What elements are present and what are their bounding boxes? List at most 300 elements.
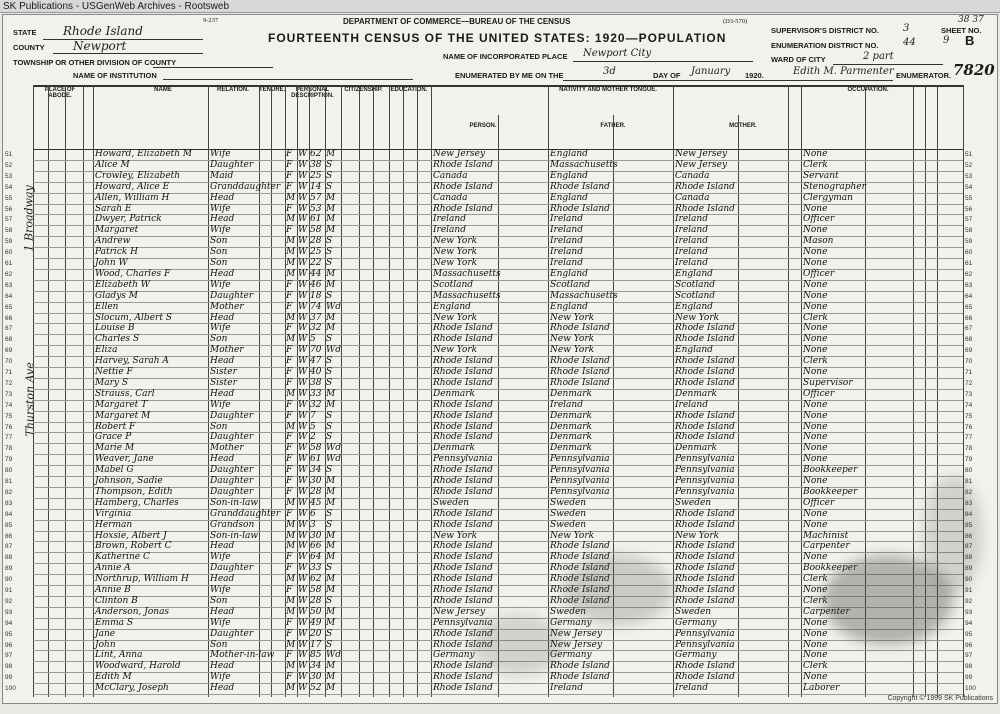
occupation: None bbox=[803, 454, 828, 465]
marital-status: M bbox=[326, 683, 336, 694]
mother-birthplace: Rhode Island bbox=[675, 661, 735, 672]
age: 66 bbox=[310, 541, 322, 552]
line-number-right: 77 bbox=[965, 434, 973, 442]
birthplace: Rhode Island bbox=[433, 432, 493, 443]
mother-birthplace: New York bbox=[675, 530, 720, 541]
name-heading: NAME bbox=[154, 87, 172, 93]
relation-heading: RELATION. bbox=[217, 87, 249, 93]
line-number: 97 bbox=[5, 652, 13, 660]
age: 85 bbox=[310, 650, 322, 661]
person-name: Jane bbox=[95, 628, 116, 639]
person-name: Lint, Anna bbox=[95, 650, 143, 661]
father-birthplace: Rhode Island bbox=[550, 181, 610, 192]
father-birthplace: Sweden bbox=[550, 519, 587, 530]
person-name: Ellen bbox=[95, 301, 119, 312]
line-number: 83 bbox=[5, 499, 13, 507]
mother-birthplace: Sweden bbox=[675, 606, 712, 617]
line-number: 84 bbox=[5, 510, 13, 518]
birthplace: Ireland bbox=[433, 225, 466, 236]
person-name: Anderson, Jonas bbox=[95, 606, 170, 617]
age: 25 bbox=[310, 247, 322, 258]
abode-heading: PLACE OF ABODE. bbox=[44, 87, 76, 99]
person-name: Johnson, Sadie bbox=[95, 476, 163, 486]
relation: Son bbox=[210, 247, 228, 258]
line-number-right: 89 bbox=[965, 565, 973, 573]
line-number-right: 69 bbox=[965, 347, 973, 355]
age: 30 bbox=[310, 672, 322, 683]
mother-birthplace: Pennsylvania bbox=[675, 476, 735, 486]
relation: Daughter bbox=[210, 476, 254, 486]
race: W bbox=[298, 268, 308, 279]
line-number-right: 63 bbox=[965, 281, 973, 289]
race: W bbox=[298, 247, 308, 258]
line-number-right: 98 bbox=[965, 663, 973, 671]
mother-birthplace: England bbox=[675, 301, 713, 312]
race: W bbox=[298, 334, 308, 345]
race: W bbox=[298, 225, 308, 236]
father-birthplace: Denmark bbox=[550, 421, 592, 432]
race: W bbox=[298, 443, 308, 454]
person-name: Hoxsie, Albert J bbox=[95, 530, 167, 541]
mother-birthplace: New Jersey bbox=[675, 159, 728, 170]
enumeration-district-value: 44 bbox=[903, 37, 916, 48]
sex: F bbox=[286, 159, 293, 170]
line-number: 87 bbox=[5, 543, 13, 551]
sex: F bbox=[286, 181, 293, 192]
person-name: Weaver, Jane bbox=[95, 454, 154, 465]
occupation: None bbox=[803, 672, 828, 683]
sex: M bbox=[286, 683, 296, 694]
birthplace: Rhode Island bbox=[433, 519, 493, 530]
birthplace: Rhode Island bbox=[433, 672, 493, 683]
race: W bbox=[298, 192, 308, 203]
birthplace: Rhode Island bbox=[433, 585, 493, 595]
person-name: Virginia bbox=[95, 508, 132, 519]
sex: M bbox=[286, 530, 296, 541]
relation: Granddaughter bbox=[210, 508, 281, 519]
mother-birthplace: Pennsylvania bbox=[675, 465, 735, 476]
age: 3 bbox=[310, 519, 316, 530]
line-number-right: 92 bbox=[965, 597, 973, 605]
line-number-right: 53 bbox=[965, 172, 973, 180]
sex: F bbox=[286, 672, 293, 683]
race: W bbox=[298, 639, 308, 650]
occupation: Laborer bbox=[803, 683, 840, 694]
birthplace: Ireland bbox=[433, 214, 466, 225]
age: 40 bbox=[310, 367, 322, 377]
father-birthplace: Pennsylvania bbox=[550, 486, 610, 497]
race: W bbox=[298, 574, 308, 585]
race: W bbox=[298, 181, 308, 192]
mother-birthplace: Rhode Island bbox=[675, 508, 735, 519]
marital-status: Wd bbox=[326, 443, 342, 454]
relation: Head bbox=[210, 606, 235, 617]
birthplace: Sweden bbox=[433, 497, 470, 508]
sex: F bbox=[286, 399, 293, 410]
line-number-right: 57 bbox=[965, 216, 973, 224]
mother-birthplace: Rhode Island bbox=[675, 203, 735, 214]
person-name: Gladys M bbox=[95, 290, 138, 301]
street-name-thurston: Thurston Ave bbox=[23, 362, 37, 437]
relation: Head bbox=[210, 541, 235, 552]
sex: F bbox=[286, 410, 293, 421]
sex: M bbox=[286, 541, 296, 552]
father-birthplace: New York bbox=[550, 345, 595, 356]
birthplace: Rhode Island bbox=[433, 541, 493, 552]
birthplace: Massachusetts bbox=[433, 268, 501, 279]
age: 28 bbox=[310, 486, 322, 497]
person-name: Andrew bbox=[95, 236, 131, 247]
line-number-right: 74 bbox=[965, 401, 973, 409]
relation: Head bbox=[210, 574, 235, 585]
age: 62 bbox=[310, 149, 322, 159]
father-birthplace: New York bbox=[550, 334, 595, 345]
occupation: Carpenter bbox=[803, 541, 850, 552]
marital-status: M bbox=[326, 279, 336, 290]
father-birthplace: Ireland bbox=[550, 225, 583, 236]
relation: Maid bbox=[210, 170, 234, 181]
ward-label: WARD OF CITY bbox=[771, 55, 826, 64]
occupation: Bookkeeper bbox=[803, 465, 858, 476]
birthplace: Rhode Island bbox=[433, 399, 493, 410]
birthplace: Rhode Island bbox=[433, 203, 493, 214]
father-birthplace: Pennsylvania bbox=[550, 476, 610, 486]
line-number: 75 bbox=[5, 412, 13, 420]
line-number-right: 94 bbox=[965, 619, 973, 627]
relation: Wife bbox=[210, 672, 231, 683]
person-name: McClary, Joseph bbox=[95, 683, 169, 694]
father-birthplace: Rhode Island bbox=[550, 672, 610, 683]
line-number: 81 bbox=[5, 478, 13, 485]
occupation: None bbox=[803, 650, 828, 661]
sex: F bbox=[286, 377, 293, 388]
race: W bbox=[298, 563, 308, 574]
race: W bbox=[298, 421, 308, 432]
occupation: None bbox=[803, 508, 828, 519]
line-number: 78 bbox=[5, 445, 13, 453]
line-number: 73 bbox=[5, 390, 13, 398]
birthplace: Pennsylvania bbox=[433, 454, 493, 465]
marital-status: S bbox=[326, 159, 333, 170]
marital-status: S bbox=[326, 181, 333, 192]
father-birthplace: Sweden bbox=[550, 606, 587, 617]
marital-status: S bbox=[326, 377, 333, 388]
sex: M bbox=[286, 421, 296, 432]
marital-status: S bbox=[326, 421, 333, 432]
line-number: 66 bbox=[5, 314, 13, 322]
marital-status: Wd bbox=[326, 454, 342, 465]
marital-status: S bbox=[326, 356, 333, 367]
occupation: None bbox=[803, 290, 828, 301]
father-heading: FATHER. bbox=[600, 123, 626, 129]
line-number: 54 bbox=[5, 183, 13, 191]
sex: F bbox=[286, 476, 293, 486]
mother-birthplace: Canada bbox=[675, 170, 710, 181]
enumeration-year: 1920. bbox=[745, 71, 764, 80]
person-name: Slocum, Albert S bbox=[95, 312, 172, 323]
race: W bbox=[298, 279, 308, 290]
mother-birthplace: New Jersey bbox=[675, 149, 728, 159]
person-name: Annie A bbox=[95, 563, 131, 574]
race: W bbox=[298, 650, 308, 661]
birthplace: New York bbox=[433, 345, 478, 356]
father-birthplace: New Jersey bbox=[550, 639, 603, 650]
line-number: 52 bbox=[5, 161, 13, 169]
race: W bbox=[298, 410, 308, 421]
sex: M bbox=[286, 258, 296, 268]
marital-status: S bbox=[326, 432, 333, 443]
relation: Wife bbox=[210, 203, 231, 214]
line-number-right: 97 bbox=[965, 652, 973, 660]
mother-birthplace: Rhode Island bbox=[675, 541, 735, 552]
person-name: Clinton B bbox=[95, 595, 138, 606]
age: 28 bbox=[310, 595, 322, 606]
person-name: Sarah E bbox=[95, 203, 132, 214]
birthplace: Denmark bbox=[433, 388, 475, 399]
occupation: None bbox=[803, 476, 828, 486]
father-birthplace: Sweden bbox=[550, 497, 587, 508]
age: 30 bbox=[310, 530, 322, 541]
relation: Daughter bbox=[210, 486, 254, 497]
marital-status: M bbox=[326, 268, 336, 279]
occupation: None bbox=[803, 639, 828, 650]
age: 44 bbox=[310, 268, 322, 279]
birthplace: Rhode Island bbox=[433, 159, 493, 170]
race: W bbox=[298, 377, 308, 388]
father-birthplace: Rhode Island bbox=[550, 563, 610, 574]
race: W bbox=[298, 312, 308, 323]
relation: Wife bbox=[210, 323, 231, 334]
father-birthplace: Rhode Island bbox=[550, 552, 610, 563]
sex: M bbox=[286, 247, 296, 258]
mother-birthplace: Pennsylvania bbox=[675, 639, 735, 650]
sex: F bbox=[286, 486, 293, 497]
line-number: 77 bbox=[5, 434, 13, 442]
sex: M bbox=[286, 214, 296, 225]
father-birthplace: Massachusetts bbox=[550, 159, 618, 170]
person-name: Mabel G bbox=[95, 465, 134, 476]
mother-birthplace: Canada bbox=[675, 192, 710, 203]
occupation: Clerk bbox=[803, 312, 828, 323]
person-name: Strauss, Carl bbox=[95, 388, 155, 399]
line-number: 53 bbox=[5, 172, 13, 180]
line-number-right: 52 bbox=[965, 161, 973, 169]
relation: Daughter bbox=[210, 290, 254, 301]
line-number: 72 bbox=[5, 379, 13, 387]
line-number-right: 82 bbox=[965, 488, 973, 496]
relation: Wife bbox=[210, 399, 231, 410]
line-number-right: 54 bbox=[965, 183, 973, 191]
occupation: None bbox=[803, 617, 828, 628]
sex: F bbox=[286, 432, 293, 443]
birthplace: Rhode Island bbox=[433, 639, 493, 650]
age: 61 bbox=[310, 454, 322, 465]
marital-status: M bbox=[326, 323, 336, 334]
age: 61 bbox=[310, 214, 322, 225]
line-number-right: 71 bbox=[965, 369, 973, 376]
occupation: Clergyman bbox=[803, 192, 853, 203]
line-number: 82 bbox=[5, 488, 13, 496]
race: W bbox=[298, 530, 308, 541]
father-birthplace: England bbox=[550, 301, 588, 312]
occupation: None bbox=[803, 334, 828, 345]
line-number: 68 bbox=[5, 336, 13, 344]
enumeration-day: 3d bbox=[603, 66, 616, 77]
marital-status: S bbox=[326, 639, 333, 650]
age: 5 bbox=[310, 421, 316, 432]
line-number: 61 bbox=[5, 260, 13, 267]
line-number-right: 85 bbox=[965, 521, 973, 529]
person-name: Brown, Robert C bbox=[95, 541, 172, 552]
occupation: Officer bbox=[803, 388, 835, 399]
line-number-right: 80 bbox=[965, 467, 973, 475]
race: W bbox=[298, 683, 308, 694]
copyright-footer: Copyright © 1999 SK Publications bbox=[887, 695, 993, 702]
line-number: 99 bbox=[5, 674, 13, 682]
marital-status: Wd bbox=[326, 345, 342, 356]
person-name: Margaret T bbox=[95, 399, 148, 410]
line-number: 67 bbox=[5, 325, 13, 333]
mother-birthplace: England bbox=[675, 268, 713, 279]
person-name: Patrick H bbox=[95, 247, 139, 258]
birthplace: Rhode Island bbox=[433, 410, 493, 421]
age: 50 bbox=[310, 606, 322, 617]
occupation: None bbox=[803, 410, 828, 421]
age: 38 bbox=[310, 377, 322, 388]
sex: F bbox=[286, 225, 293, 236]
age: 7 bbox=[310, 410, 316, 421]
occupation: None bbox=[803, 421, 828, 432]
birthplace: Rhode Island bbox=[433, 476, 493, 486]
person-name: Hamberg, Charles bbox=[95, 497, 179, 508]
occupation: Carpenter bbox=[803, 606, 850, 617]
person-name: Wood, Charles F bbox=[95, 268, 171, 279]
relation: Wife bbox=[210, 552, 231, 563]
county-label: COUNTY bbox=[13, 43, 45, 52]
marital-status: M bbox=[326, 476, 336, 486]
occupation-heading: OCCUPATION. bbox=[847, 87, 889, 93]
marital-status: M bbox=[326, 541, 336, 552]
race: W bbox=[298, 345, 308, 356]
race: W bbox=[298, 497, 308, 508]
mother-birthplace: Rhode Island bbox=[675, 356, 735, 367]
place-value: Newport City bbox=[583, 48, 652, 59]
birthplace: New York bbox=[433, 247, 478, 258]
occupation: None bbox=[803, 399, 828, 410]
relation: Grandson bbox=[210, 519, 255, 530]
person-name: Louise B bbox=[95, 323, 135, 334]
birthplace: Canada bbox=[433, 170, 468, 181]
age: 37 bbox=[310, 312, 322, 323]
citizenship-heading: CITIZENSHIP. bbox=[344, 87, 383, 93]
person-name: Thompson, Edith bbox=[95, 486, 173, 497]
mother-birthplace: Rhode Island bbox=[675, 367, 735, 377]
birthplace: New Jersey bbox=[433, 149, 486, 159]
corner-number: 38 37 bbox=[958, 15, 984, 25]
age: 32 bbox=[310, 323, 322, 334]
race: W bbox=[298, 323, 308, 334]
person-name: Northrup, William H bbox=[95, 574, 189, 585]
relation: Head bbox=[210, 388, 235, 399]
line-number-right: 79 bbox=[965, 456, 973, 464]
relation: Mother bbox=[210, 301, 244, 312]
relation: Head bbox=[210, 214, 235, 225]
marital-status: S bbox=[326, 410, 333, 421]
mother-birthplace: Rhode Island bbox=[675, 672, 735, 683]
line-number-right: 83 bbox=[965, 499, 973, 507]
marital-status: M bbox=[326, 497, 336, 508]
race: W bbox=[298, 617, 308, 628]
marital-status: S bbox=[326, 465, 333, 476]
age: 17 bbox=[310, 639, 322, 650]
line-number-right: 58 bbox=[965, 227, 973, 235]
line-number: 79 bbox=[5, 456, 13, 464]
person-name: Howard, Elizabeth M bbox=[95, 149, 193, 159]
birthplace: Pennsylvania bbox=[433, 617, 493, 628]
father-birthplace: New York bbox=[550, 530, 595, 541]
line-number-right: 93 bbox=[965, 608, 973, 616]
line-number: 86 bbox=[5, 532, 13, 540]
line-number: 69 bbox=[5, 347, 13, 355]
birthplace: Rhode Island bbox=[433, 334, 493, 345]
line-number-right: 59 bbox=[965, 238, 973, 246]
person-name: Dwyer, Patrick bbox=[95, 214, 162, 225]
race: W bbox=[298, 661, 308, 672]
birthplace: Rhode Island bbox=[433, 421, 493, 432]
father-birthplace: Denmark bbox=[550, 388, 592, 399]
father-birthplace: Ireland bbox=[550, 236, 583, 247]
person-name: Charles S bbox=[95, 334, 140, 345]
sex: F bbox=[286, 279, 293, 290]
age: 18 bbox=[310, 290, 322, 301]
marital-status: M bbox=[326, 486, 336, 497]
mother-birthplace: Ireland bbox=[675, 399, 708, 410]
person-heading: PERSON. bbox=[469, 123, 497, 129]
sex: F bbox=[286, 345, 293, 356]
relation: Son bbox=[210, 258, 228, 268]
relation: Wife bbox=[210, 585, 231, 595]
race: W bbox=[298, 628, 308, 639]
sex: F bbox=[286, 628, 293, 639]
line-number: 51 bbox=[5, 151, 13, 158]
race: W bbox=[298, 258, 308, 268]
occupation: Supervisor bbox=[803, 377, 853, 388]
occupation: None bbox=[803, 258, 828, 268]
person-name: John bbox=[95, 639, 116, 650]
mother-birthplace: Scotland bbox=[675, 279, 716, 290]
line-number-right: 70 bbox=[965, 358, 973, 366]
age: 28 bbox=[310, 236, 322, 247]
age: 47 bbox=[310, 356, 322, 367]
age: 32 bbox=[310, 399, 322, 410]
occupation: Officer bbox=[803, 497, 835, 508]
marital-status: M bbox=[326, 149, 336, 159]
line-number: 62 bbox=[5, 270, 13, 278]
line-number-right: 65 bbox=[965, 303, 973, 311]
relation: Son bbox=[210, 236, 228, 247]
line-number-right: 64 bbox=[965, 292, 973, 300]
sex: F bbox=[286, 170, 293, 181]
race: W bbox=[298, 595, 308, 606]
race: W bbox=[298, 465, 308, 476]
race: W bbox=[298, 214, 308, 225]
mother-birthplace: Rhode Island bbox=[675, 519, 735, 530]
sex: F bbox=[286, 323, 293, 334]
father-birthplace: Rhode Island bbox=[550, 574, 610, 585]
age: 38 bbox=[310, 159, 322, 170]
race: W bbox=[298, 159, 308, 170]
relation: Son bbox=[210, 639, 228, 650]
